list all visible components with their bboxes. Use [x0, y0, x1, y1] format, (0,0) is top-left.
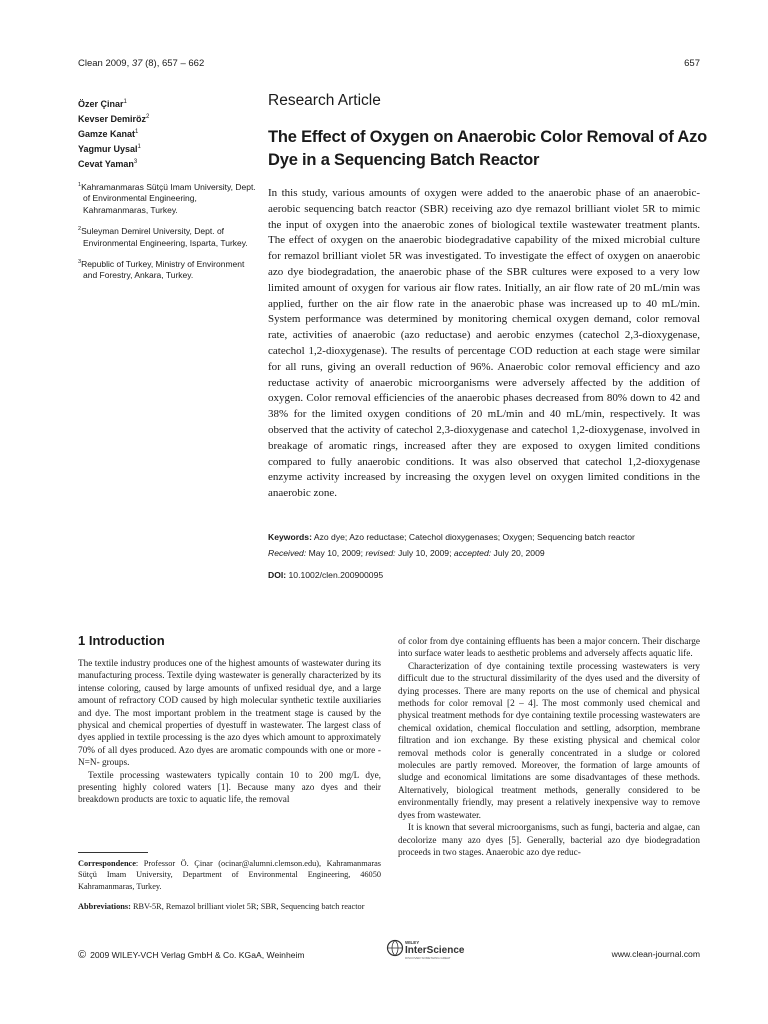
affiliation: $^3$Republic of Turkey, Ministry of Environment and Forestry, Ankara, Turkey. — [78, 258, 245, 281]
article-type: Research Article — [268, 92, 381, 109]
copyright-icon: © — [78, 949, 87, 961]
logo-small-text: WILEY — [405, 940, 420, 945]
author: Kevser Demiröz$^2$ — [78, 114, 150, 124]
author-list — [78, 96, 253, 171]
abstract: In this study, various amounts of oxygen were added to the anaerobic phase of an anaerobic-aerobic sequencing batch reactor (SBR) receiving azo dye remazol brilliant violet 5R to mimic the input of oxygen into the anaerobic zones of biological textile wastewater treatment plants. The effect of oxygen on the anaerobic biodegradative capability of the mixed microbial culture for remazol brilliant violet 5R was investigated. To investigate the effect of oxygen on anaerobic azo dye biodegradation, the anaerobic phase of the SBR cultures were exposed to a very low limited amount of oxygen for various air flow rates. Initially, an air flow rate of 20 mL/min was applied, further on the air flow rate in the anaerobic phase was increased up to 40 mL/min. System performance was determined by monitoring chemical oxygen demand, color removal rate, activities of anaerobic (azo reductase) and aerobic enzymes (catechol 2,3-dioxygenase, catechol 1,2-dioxygenase). The results of percentage COD reduction at each stage were similar for all runs, giving an overall reduction of 96%. Anaerobic color removal efficiency and azo reductase activity of anaerobic microorganisms were adversely affected by the addition of oxygen. Color removal efficiencies of the anaerobic phases decreased from 80% down to 42 and 38% for the limited oxygen conditions of 20 mL/min and 40 mL/min, respectively. It was observed that the activity of catechol 2,3-dioxygenase and catechol 1,2-dioxygenase, involved in breakage of aromatic rings, increased after they are exposed to oxygen limited conditions compared to fully anaerobic conditions. It was also observed that catechol 1,2-dioxygenase enzyme activity increased by increasing the oxygen level on oxygen limited conditions in the anaerobic zone. — [268, 187, 700, 500]
author: Cevat Yaman$^3$ — [78, 159, 138, 169]
doi: DOI: 10.1002/clen.200900095 — [268, 570, 384, 580]
volume-number: 37 — [131, 58, 143, 69]
affiliation: $^2$Suleyman Demirel University, Dept. of Environmental Engineering, Isparta, Turkey. — [78, 226, 248, 248]
body-paragraph: The textile industry produces one of the highest amounts of wastewater during its manufacturing process. Textile dying wastewater is generally characterized by its intense coloring, caused by large amounts of unfixed residual dye, and a large amount of refractory COD caused by high molecular synthetic textile auxiliaries and dye. The most important problem in the treatment stage is caused by the physical and chemical properties of dyestuff in wastewater. The largest class of dyes applied in textile processing is the azo dyes which amount to approximately 70% of all dyes produced. Azo dyes are aromatic compounds with one or more -N=N- groups. — [78, 659, 381, 769]
body-paragraph: It is known that several microorganisms, such as fungi, bacteria and algae, can decolorize many azo dyes [5]. Generally, bacterial azo dye biodegradation proceeds in two stages. Anaerobic azo dye reduc- — [398, 823, 700, 858]
abbreviations-note: Abbreviations: RBV-5R, Remazol brilliant violet 5R; SBR, Sequencing batch reactor — [78, 902, 365, 911]
body-paragraph: of color from dye containing effluents has been a major concern. Their discharge into surface water leads to aesthetic problems and adversely affects aquatic life. — [398, 637, 700, 660]
body-column-right — [398, 636, 700, 859]
logo-tagline-text: DISCOVER SOMETHING GREAT — [405, 956, 451, 960]
section-heading-introduction: 1 Introduction — [78, 633, 165, 648]
body-paragraph: Characterization of dye containing textile processing wastewaters is very difficult due to the structural dissimilarity of the dyes used and the diversity of dying processes. There are many reports on the use of chemical and physical methods for color removal [2 – 4]. The most commonly used chemical and physical treatment methods for dye containing textile processing wastewaters are chemical oxidation, chemical flocculation and settling, adsorption, membrane filtration and ion exchange. By these existing physical and chemical color removal methods color is generally concentrated in a sludge or colored molecules are partly removed. Moreover, the formation of large amounts of sludge and economical limitations are some disadvantages of these methods. Alternatively, biological treatment methods, generally considered to be environmentally friendly, may present a relatively inexpensive way to remove dyes from wastewater. — [398, 661, 700, 821]
article-dates: Received: May 10, 2009; revised: July 10, 2009; accepted: July 20, 2009 — [268, 548, 545, 558]
author: Yagmur Uysal$^1$ — [78, 144, 141, 154]
article-title: The Effect of Oxygen on Anaerobic Color Removal of Azo Dye in a Sequencing Batch Reactor — [268, 128, 708, 169]
doi-link[interactable]: 10.1002/clen.200900095 — [286, 570, 384, 580]
journal-website-link[interactable]: www.clean-journal.com — [611, 949, 700, 959]
author: Gamze Kanat$^1$ — [78, 129, 139, 139]
body-paragraph: Textile processing wastewaters typically contain 10 to 200 mg/L dye, presenting highly colored waters [1]. Because many azo dyes and their breakdown products are toxic to aquatic life, the removal — [78, 770, 381, 806]
body-column-left — [78, 633, 381, 807]
affiliation-list — [78, 180, 258, 290]
interscience-logo — [385, 937, 480, 963]
affiliation: $^1$Kahramanmaras Sütçü Imam University, Dept. of Environmental Engineering, Kahramanmaras, Turkey. — [78, 181, 256, 215]
author: Özer Çinar$^1$ — [78, 99, 127, 109]
correspondence-note: Correspondence: Professor Ö. Çinar (ocinar@alumni.clemson.edu), Kahramanmaras Sütçü Imam University, Department of Environmental Engineering, 46050 Kahramanmaras, Turkey. — [78, 859, 381, 891]
footnote-divider — [78, 852, 148, 853]
logo-main-text: InterScience — [405, 945, 465, 956]
copyright-notice: © 2009 WILEY-VCH Verlag GmbH & Co. KGaA, Weinheim — [78, 949, 305, 961]
page-number: 657 — [684, 58, 700, 69]
running-header-citation: Clean 2009, 37 (8), 657 – 662 — [78, 58, 205, 69]
keywords: Keywords: Azo dye; Azo reductase; Catechol dioxygenases; Oxygen; Sequencing batch reactor — [268, 532, 635, 542]
